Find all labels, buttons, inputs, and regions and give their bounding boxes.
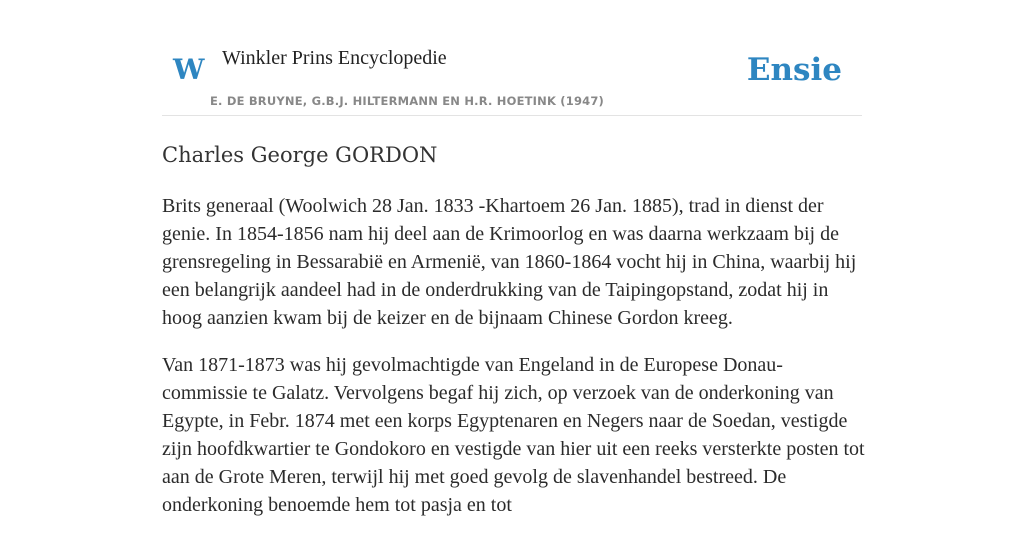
article-paragraph: Van 1871-1873 was hij gevolmachtigde van Engeland in de Europese Donau-commissie te Galatz. Vervolgens begaf hij zich, op verzoek van de onderkoning van Egypte, in Febr. 1874 met een korps Egyptenaren en Negers naar de Soedan, vestigde zijn hoofdkwartier te Gondokoro en vestigde van hier uit een reeks versterkte posten tot aan de Grote Meren, terwijl hij met goed gevolg de slavenhandel bestreed. De onderkoning benoemde hem tot pasja en tot <box>162 354 865 516</box>
article-body <box>162 192 867 538</box>
ensie-logo[interactable]: Ensie <box>746 52 842 88</box>
article-title: Charles George GORDON <box>162 143 438 167</box>
source-logo[interactable]: W <box>173 53 205 86</box>
source-authors: E. DE BRUYNE, G.B.J. HILTERMANN EN H.R. HOETINK (1947) <box>210 94 605 108</box>
source-header <box>162 40 862 116</box>
article-paragraph: Brits generaal (Woolwich 28 Jan. 1833 -Khartoem 26 Jan. 1885), trad in dienst der genie. In 1854-1856 nam hij deel aan de Krimoorlog en was daarna werkzaam bij de grensregeling in Bessarabië en Armenië, van 1860-1864 vocht hij in China, waarbij hij een belangrijk aandeel had in de onderdrukking van de Taipingopstand, zodat hij in hoog aanzien kwam bij de keizer en de bijnaam Chinese Gordon kreeg. <box>162 195 857 329</box>
source-title[interactable]: Winkler Prins Encyclopedie <box>222 47 447 69</box>
